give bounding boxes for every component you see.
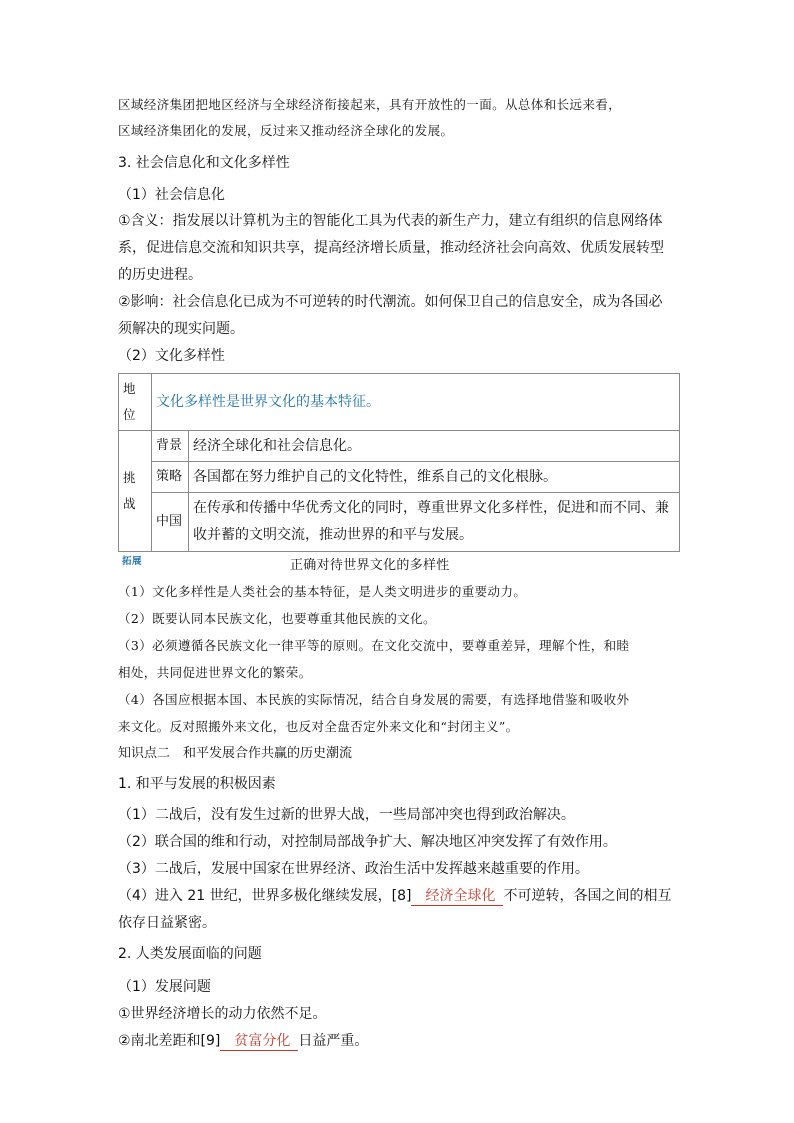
table-row (119, 493, 680, 552)
challenge-label: 挑战 (119, 431, 152, 552)
knowledge-point-2-heading: 知识点二 和平发展合作共赢的历史潮流 (118, 746, 353, 761)
status-value: 文化多样性是世界文化的基本特征。 (152, 374, 680, 431)
list-item-continued: 来文化。反对照搬外来文化，也反对全盘否定外来文化和“封闭主义”。 (118, 719, 519, 734)
informatization-meaning (118, 208, 680, 289)
table-row (119, 462, 680, 493)
list-item-continued: 依存日益紧密。 (118, 915, 216, 931)
challenge-row-label: 中国 (152, 493, 189, 552)
meaning-line-3: 的历史进程。 (118, 267, 202, 283)
extension-header (118, 552, 680, 576)
intro-line-2: 区域经济集团化的发展，反过来又推动经济全球化的发展。 (118, 123, 454, 138)
item4-before: （4）进入 21 世纪，世界多极化继续发展，[8] (118, 888, 412, 904)
subsection-informatization: （1）社会信息化 (118, 187, 225, 203)
section-3-heading: 3. 社会信息化和文化多样性 (118, 155, 290, 171)
intro-line-1: 区域经济集团把地区经济与全球经济衔接起来，具有开放性的一面。从总体和长远来看， (118, 97, 622, 112)
extension-badge: 拓展 (122, 556, 143, 567)
status-label: 地位 (119, 374, 152, 431)
answer-blank-9: 贫富分化 (220, 1032, 298, 1051)
subsection-development: （1）发展问题 (118, 979, 211, 995)
list-item (118, 883, 680, 910)
meaning-line-1: ①含义：指发展以计算机为主的智能化工具为代表的新生产力，建立有组织的信息网络体 (118, 213, 663, 229)
item4-after: 不可逆转，各国之间的相互 (503, 888, 672, 904)
list-item: （2）联合国的维和行动，对控制局部战争扩大、解决地区冲突发挥了有效作用。 (118, 834, 617, 850)
intro-paragraph (118, 92, 680, 144)
item2-after: 日益严重。 (298, 1033, 369, 1049)
table-row (119, 431, 680, 462)
section-1-heading: 1. 和平与发展的积极因素 (118, 776, 276, 792)
section-2-heading: 2. 人类发展面临的问题 (118, 946, 262, 962)
informatization-impact (118, 289, 680, 343)
positive-factors-list (118, 802, 680, 937)
challenge-row-label: 策略 (152, 462, 189, 493)
subsection-cultural-diversity: （2）文化多样性 (118, 348, 225, 364)
list-item: （4）各国应根据本国、本民族的实际情况，结合自身发展的需要，有选择地借鉴和吸收外 (118, 692, 630, 707)
meaning-line-2: 系，促进信息交流和知识共享，提高经济增长质量，推动经济社会向高效、优质发展转型 (118, 240, 664, 256)
impact-line-1: ②影响：社会信息化已成为不可逆转的时代潮流。如何保卫自己的信息安全，成为各国必 (118, 294, 663, 310)
list-item-continued: 相处，共同促进世界文化的繁荣。 (118, 665, 312, 680)
challenge-row-label: 背景 (152, 431, 189, 462)
answer-blank-8: 经济全球化 (411, 887, 503, 906)
challenge-row-text: 经济全球化和社会信息化。 (189, 431, 680, 462)
list-item: （3）必须遵循各民族文化一律平等的原则。在文化交流中，要尊重差异，理解个性，和睦 (118, 638, 630, 653)
list-item: （1）二战后，没有发生过新的世界大战，一些局部冲突也得到政治解决。 (118, 807, 575, 823)
list-item: （3）二战后，发展中国家在世界经济、政治生活中发挥越来越重要的作用。 (118, 861, 589, 877)
list-item: ①世界经济增长的动力依然不足。 (118, 1006, 327, 1022)
list-item: （2）既要认同本民族文化，也要尊重其他民族的文化。 (118, 611, 436, 626)
cultural-diversity-table (118, 373, 680, 552)
document-page (118, 92, 680, 1055)
item2-before: ②南北差距和[9] (118, 1033, 221, 1049)
challenge-row-text: 在传承和传播中华优秀文化的同时，尊重世界文化多样性，促进和而不同、兼收并蓄的文明交流，推动世界的和平与发展。 (189, 493, 680, 552)
list-item: （1）文化多样性是人类社会的基本特征，是人类文明进步的重要动力。 (118, 584, 527, 599)
table-row-status (119, 374, 680, 431)
extension-title: 正确对待世界文化的多样性 (290, 558, 450, 573)
list-item (118, 1028, 680, 1055)
extension-list (118, 578, 680, 740)
impact-line-2: 须解决的现实问题。 (118, 321, 244, 337)
challenge-row-text: 各国都在努力维护自己的文化特性，维系自己的文化根脉。 (189, 462, 680, 493)
